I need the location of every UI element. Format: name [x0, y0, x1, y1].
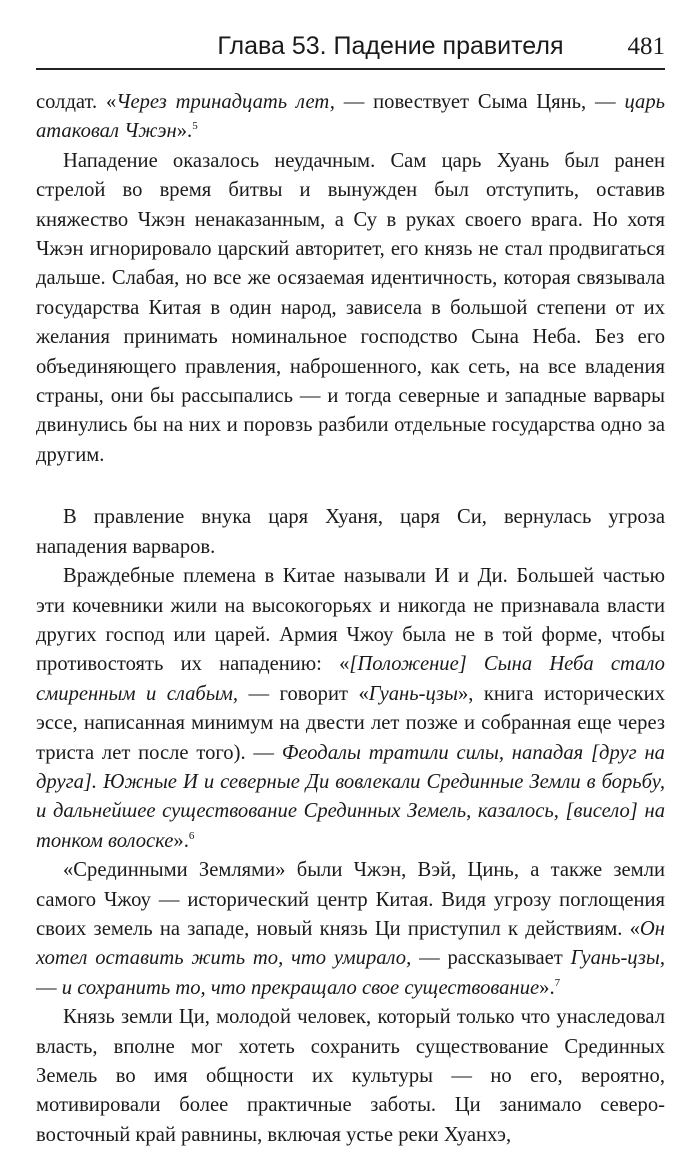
text-run: — повествует Сыма Цянь, — [334, 91, 625, 113]
quote-text: Гуань-цзы, [570, 947, 665, 970]
text-run: ». [173, 829, 189, 852]
text-run: В правление внука царя Хуаня, царя Си, вернулась угроза нападения варваров. [36, 506, 665, 558]
chapter-title: Глава 53. Падение правителя [217, 32, 564, 60]
paragraph-3 [36, 503, 665, 562]
text-run: ». [539, 976, 555, 999]
text-run: ». [176, 120, 193, 143]
quote-text: Гуань-цзы [368, 682, 458, 705]
footnote-marker: 7 [554, 976, 561, 989]
quote-text: и сохранить то, что прекращало свое существование [61, 976, 540, 999]
quote-text: Феодалы тратили силы, нападая [друг на друга]. Южные И и северные Ди вовлекали Срединные Земли в борьбу, и дальнейшее существование Срединных Земель, казалось, [висело] на тонком волоске [36, 741, 665, 852]
paragraph-2 [36, 147, 665, 470]
text-run: — рассказывает [411, 947, 571, 970]
quote-text: царь атаковал Чжэн [36, 91, 665, 143]
text-run: — [36, 976, 62, 999]
paragraph-1 [36, 88, 665, 147]
quote-text: Он хотел оставить жить то, что умирало, [36, 917, 665, 970]
footnote-marker: 6 [188, 829, 195, 842]
running-header [36, 26, 665, 70]
footnote-marker: 5 [192, 120, 198, 133]
text-run: Враждебные племена в Китае называли И и Ди. Большей частью эти кочевники жили на высокогорьях и никогда не признавала власти других господ или царей. Армия Чжоу была не в той форме, чтобы противостоять их нападению: « [36, 565, 665, 676]
paragraph-5 [36, 856, 665, 1003]
text-run: Князь земли Ци, молодой человек, который только что унаследовал власть, вполне мог хотеть сохранить существование Срединных Земель во имя общности их культуры — но его, вероятно, мотивировали более практичные заботы. Ци занимало северо-восточный край равнины, включая устье реки Хуанхэ, [36, 1006, 665, 1146]
text-run: — говорит « [238, 682, 369, 705]
page-body [36, 88, 665, 1150]
page-number: 481 [627, 33, 665, 60]
text-run: », книга исторических эссе, написанная минимум на двести лет позже и собранная еще через триста лет после того). — [36, 682, 665, 764]
quote-text: Через тринадцать лет, [116, 91, 335, 113]
quote-text: [Положение] Сына Неба стало смиренным и слабым, [36, 653, 665, 705]
text-run: солдат. « [36, 91, 117, 113]
paragraph-6 [36, 1003, 665, 1150]
paragraph-4 [36, 562, 665, 856]
text-run: Нападение оказалось неудачным. Сам царь Хуань был ранен стрелой во время битвы и вынужден был отступить, оставив княжество Чжэн ненаказанным, а Су в руках своего врага. Но хотя Чжэн игнорировало царский авторитет, его князь не стал продвигаться дальше. Слабая, но все же осязаемая идентичность, которая связывала государства Китая в один народ, зависела в большой степени от их желания принимать номинальное господство Сына Неба. Без его объединяющего правления, наброшенного, как сеть, на все владения страны, они бы рассыпались — и тогда северные и западные варвары двинулись бы на них и поровзь разбили отдельные государства одно за другим. [36, 149, 665, 466]
text-run: «Срединными Землями» были Чжэн, Вэй, Цинь, а также земли самого Чжоу — исторический центр Китая. Видя угрозу поглощения своих земель на западе, новый князь Ци приступил к действиям. « [36, 859, 665, 940]
